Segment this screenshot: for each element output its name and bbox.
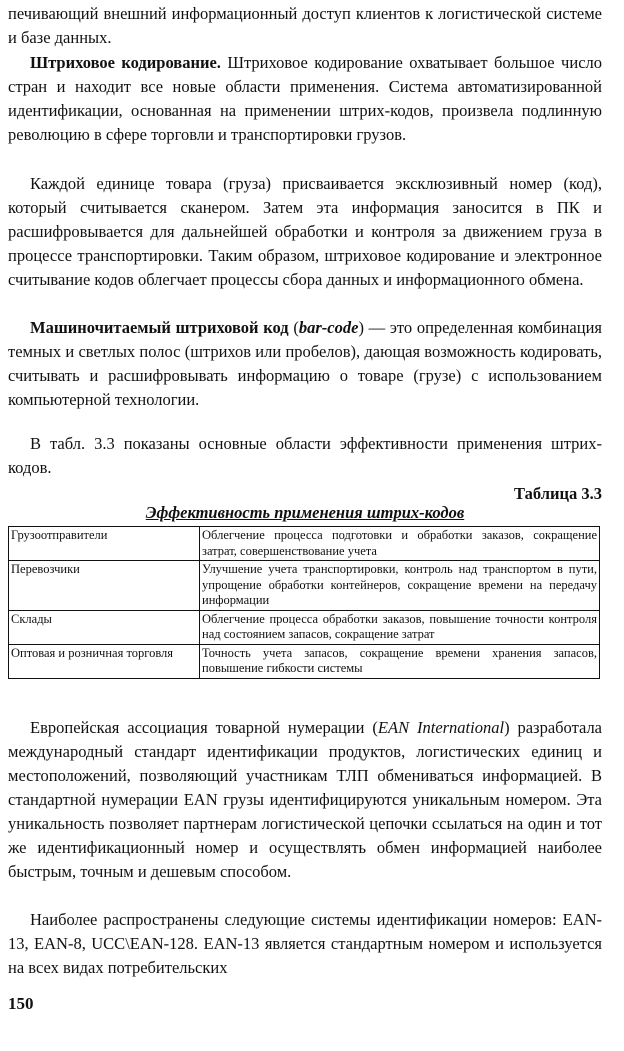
table-cell-effect: Точность учета запасов, сокращение времени хранения запасов, повышение гибкости системы [200, 644, 600, 678]
paragraph-table-reference: В табл. 3.3 показаны основные области эффективности применения штрих-кодов. [8, 434, 602, 477]
table-title: Эффективность применения штрих-кодов [145, 503, 465, 522]
paragraph-continuation: печивающий внешний информационный доступ клиентов к логистической системе и базе данных. [8, 4, 602, 47]
table-cell-effect: Улучшение учета транспортировки, контроль над транспортом в пути, упрощение обработки контейнеров, сокращение времени на передачу информации [200, 561, 600, 611]
table-row [9, 561, 600, 611]
paragraph-unit-code: Каждой единице товара (груза) присваивается эксклюзивный номер (код), который считывается сканером. Затем эта информация заносится в ПК и расшифровывается для дальнейшей обработки и контроля за движением груза в процессе транспортировки. Таким образом, штриховое кодирование и электронное считывание кодов облегчает процессы сбора данных и информационного обмена. [8, 174, 602, 289]
paragraph-ean-association [8, 716, 602, 884]
paragraph-barcoding [8, 51, 602, 147]
paragraph-ean-text-b: ) разработала международный стандарт идентификации продуктов, логистических единиц и местоположений, позволяющий участникам ТЛП обмениваться информацией. В стандартной нумерации EAN грузы идентифицируются уникальным номером. Эта уникальность позволяет партнерам логистической цепочки ссылаться на один и тот же идентификационный номер и осуществлять обмен информацией наиболее быстрым, точным и дешевым способом. [8, 718, 603, 881]
paren-open: ( [288, 318, 299, 337]
table-row [9, 610, 600, 644]
table-row [9, 644, 600, 678]
term-bar-code: bar-code [298, 318, 359, 337]
term-machine-readable-code: Машиночитаемый штриховой код [30, 318, 289, 337]
table-label: Таблица 3.3 [514, 484, 602, 503]
table-cell-who: Оптовая и розничная торговля [9, 644, 200, 678]
table-cell-who: Грузоотправители [9, 527, 200, 561]
efficiency-table [8, 526, 600, 679]
paragraph-barcoding-text: Штриховое кодирование охватывает большое число стран и находит все новые области применения. Система автоматизированной идентификации, основанная на применении штрих-кодов, произвела подлинную революцию в сфере торговли и транспортировки грузов. [8, 53, 602, 144]
paragraph-barcode-definition-text: ) — это определенная комбинация темных и светлых полос (штрихов или пробелов), дающая возможность кодировать, считывать и расшифровывать информацию о товаре (грузе) с использованием компьютерной технологии. [8, 318, 603, 409]
paragraph-ean-text-a: Европейская ассоциация товарной нумерации ( [30, 718, 378, 737]
table-cell-who: Склады [9, 610, 200, 644]
table-cell-effect: Облегчение процесса обработки заказов, повышение точности контроля над состоянием запасов, сокращение затрат [200, 610, 600, 644]
table-row [9, 527, 600, 561]
table-cell-who: Перевозчики [9, 561, 200, 611]
paragraph-barcode-definition [8, 316, 602, 412]
term-ean-international: EAN International [377, 718, 505, 737]
paragraph-ean-systems: Наиболее распространены следующие системы идентификации номеров: EAN-13, EAN-8, UCC\EAN-128. EAN-13 является стандартным номером и используется на всех видах потребительских [8, 910, 602, 977]
term-barcoding: Штриховое кодирование. [30, 53, 221, 72]
page-number: 150 [8, 994, 34, 1013]
table-cell-effect: Облегчение процесса подготовки и обработки заказов, сокращение затрат, совершенствование учета [200, 527, 600, 561]
